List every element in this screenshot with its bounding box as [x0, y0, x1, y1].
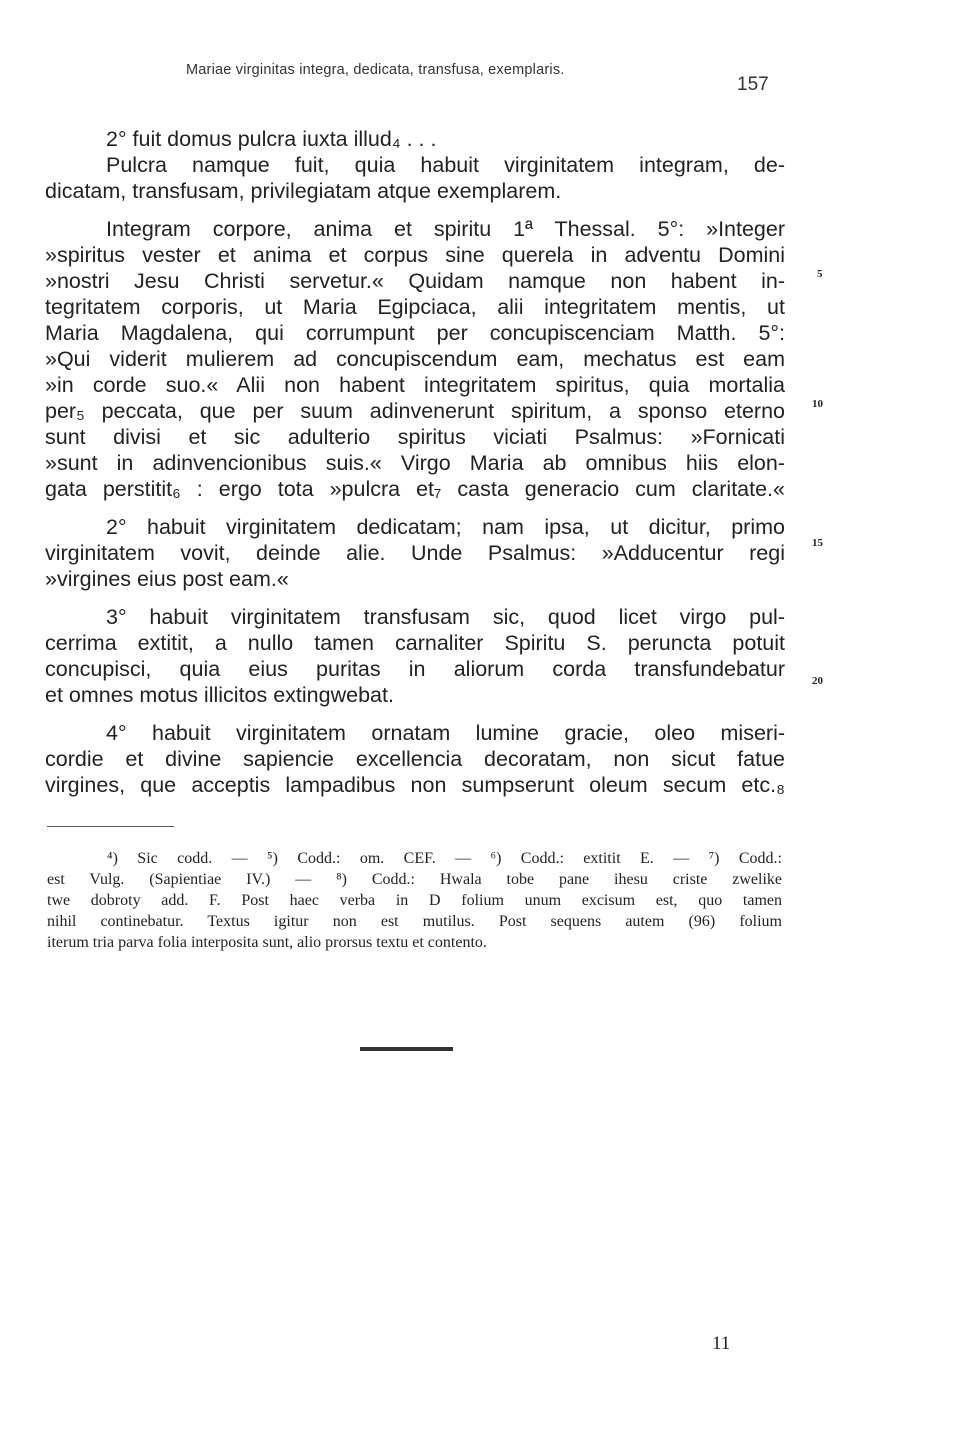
- text-line: cerrima extitit, a nullo tamen carnaliter Spiritu S. peruncta potuit: [45, 631, 785, 655]
- margin-line-number: 10: [812, 398, 823, 410]
- margin-line-number: 20: [812, 675, 823, 687]
- text-line: gata perstitit₆ : ergo tota »pulcra et₇ casta generacio cum claritate.«: [45, 477, 785, 501]
- text-line: 2° habuit virginitatem dedicatam; nam ipsa, ut dicitur, primo: [106, 515, 785, 539]
- text-line: »virgines eius post eam.«: [45, 567, 289, 591]
- text-line: 4° habuit virginitatem ornatam lumine gracie, oleo miseri-: [106, 721, 785, 745]
- text-line: sunt divisi et sic adulterio spiritus viciati Psalmus: »Fornicati: [45, 425, 785, 449]
- text-line: »Qui viderit mulierem ad concupiscendum eam, mechatus est eam: [45, 347, 785, 371]
- paragraph-gap: [45, 592, 785, 604]
- signature-mark: 11: [712, 1333, 731, 1354]
- text-line: per₅ peccata, que per suum adinvenerunt spiritum, a sponso eterno: [45, 399, 785, 423]
- running-header: Mariae virginitas integra, dedicata, transfusa, exemplaris.: [186, 62, 565, 78]
- text-line: virginitatem vovit, deinde alie. Unde Psalmus: »Adducentur regi: [45, 541, 785, 565]
- text-line: Integram corpore, anima et spiritu 1ª Thessal. 5°: »Integer: [106, 217, 785, 241]
- text-line: »in corde suo.« Alii non habent integritatem spiritus, quia mortalia: [45, 373, 785, 397]
- main-text: [45, 126, 785, 798]
- footnote-line: ⁴) Sic codd. — ⁵) Codd.: om. CEF. — ⁶) Codd.: extitit E. — ⁷) Codd.:: [107, 850, 782, 867]
- footnote-divider: [47, 826, 174, 827]
- paragraph-gap: [45, 708, 785, 720]
- margin-line-number: 15: [812, 537, 823, 549]
- text-line: dicatam, transfusam, privilegiatam atque exemplarem.: [45, 179, 562, 203]
- paragraph-gap: [45, 204, 785, 216]
- footnotes: [47, 848, 782, 953]
- text-line: »nostri Jesu Christi servetur.« Quidam namque non habent in-: [45, 269, 785, 293]
- page-number: 157: [737, 74, 769, 95]
- footnote-line: twe dobroty add. F. Post haec verba in D folium unum excisum est, quo tamen: [47, 892, 782, 909]
- end-bar: [360, 1047, 453, 1051]
- paragraph-gap: [45, 502, 785, 514]
- footnote-line: iterum tria parva folia interposita sunt, alio prorsus textu et contento.: [47, 934, 487, 951]
- text-line: »spiritus vester et anima et corpus sine querela in adventu Domini: [45, 243, 785, 267]
- text-line: 3° habuit virginitatem transfusam sic, quod licet virgo pul-: [106, 605, 785, 629]
- text-line: cordie et divine sapiencie excellencia decoratam, non sicut fatue: [45, 747, 785, 771]
- text-line: 2° fuit domus pulcra iuxta illud₄ . . .: [106, 127, 437, 151]
- footnote-line: est Vulg. (Sapientiae IV.) — ⁸) Codd.: Hwala tobe pane ihesu criste zwelike: [47, 871, 782, 888]
- footnote-line: nihil continebatur. Textus igitur non est mutilus. Post sequens autem (96) folium: [47, 913, 782, 930]
- text-line: concupisci, quia eius puritas in aliorum corda transfundebatur: [45, 657, 785, 681]
- text-line: Pulcra namque fuit, quia habuit virginitatem integram, de-: [106, 153, 785, 177]
- margin-line-number: 5: [817, 268, 823, 280]
- text-line: et omnes motus illicitos extingwebat.: [45, 683, 394, 707]
- text-line: Maria Magdalena, qui corrumpunt per concupiscenciam Matth. 5°:: [45, 321, 785, 345]
- text-line: virgines, que acceptis lampadibus non sumpserunt oleum secum etc.₈: [45, 773, 785, 797]
- text-line: tegritatem corporis, ut Maria Egipciaca, alii integritatem mentis, ut: [45, 295, 785, 319]
- text-line: »sunt in adinvencionibus suis.« Virgo Maria ab omnibus hiis elon-: [45, 451, 785, 475]
